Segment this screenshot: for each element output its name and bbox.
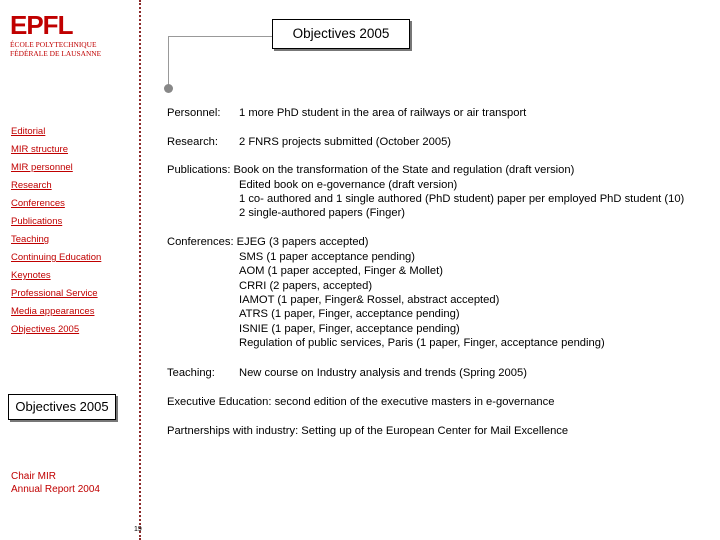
connector-dot	[164, 84, 173, 93]
publications-line-3: 1 co- authored and 1 single authored (PhD student) paper per employed PhD student (10)	[239, 193, 685, 205]
nav-link-research[interactable]: Research	[11, 180, 52, 191]
section-label-box: Objectives 2005	[8, 394, 116, 420]
teaching-row	[167, 366, 527, 381]
page-number: 19	[134, 526, 142, 533]
publications-label: Publications	[167, 164, 228, 176]
research-label: Research:	[167, 136, 218, 148]
title-connector-vertical	[168, 36, 169, 86]
conferences-line-3: AOM (1 paper accepted, Finger & Mollet)	[239, 265, 443, 277]
epfl-logo	[8, 10, 128, 58]
research-row	[167, 135, 451, 150]
partnerships-row	[167, 424, 568, 439]
footer-caption	[11, 470, 100, 496]
personnel-text: 1 more PhD student in the area of railways or air transport	[239, 107, 527, 119]
conferences-label: Conferences	[167, 236, 231, 248]
nav-link-editorial[interactable]: Editorial	[11, 126, 46, 137]
publications-line-2: Edited book on e-governance (draft version)	[239, 179, 458, 191]
conferences-line-8: Regulation of public services, Paris (1 paper, Finger, acceptance pending)	[239, 337, 605, 349]
personnel-row	[167, 106, 526, 121]
publications-line-1: : Book on the transformation of the State and regulation (draft version)	[227, 164, 575, 176]
vertical-dotted-divider	[139, 0, 141, 540]
footer-line-2: Annual Report 2004	[11, 484, 100, 495]
nav-link-mir-personnel[interactable]: MIR personnel	[11, 162, 73, 173]
page-title: Objectives 2005	[272, 19, 410, 49]
nav-link-objectives-2005[interactable]: Objectives 2005	[11, 324, 80, 335]
conferences-line-1: : EJEG (3 papers accepted)	[230, 236, 369, 248]
sidebar-nav	[11, 126, 136, 342]
teaching-label: Teaching:	[167, 367, 215, 379]
nav-link-continuing-education[interactable]: Continuing Education	[11, 252, 102, 263]
publications-row	[167, 163, 574, 178]
executive-text: : second edition of the executive masters in e-governance	[268, 396, 555, 408]
nav-link-publications[interactable]: Publications	[11, 216, 63, 227]
conferences-line-7: ISNIE (1 paper, Finger, acceptance pending)	[239, 323, 460, 335]
svg-text:FÉDÉRALE DE LAUSANNE: FÉDÉRALE DE LAUSANNE	[10, 49, 102, 58]
publications-line-4: 2 single-authored papers (Finger)	[239, 207, 406, 219]
nav-link-media-appearances[interactable]: Media appearances	[11, 306, 95, 317]
footer-line-1: Chair MIR	[11, 471, 57, 482]
nav-link-teaching[interactable]: Teaching	[11, 234, 50, 245]
nav-link-mir-structure[interactable]: MIR structure	[11, 144, 69, 155]
conferences-line-6: ATRS (1 paper, Finger, acceptance pending)	[239, 308, 460, 320]
research-text: 2 FNRS projects submitted (October 2005)	[239, 136, 452, 148]
conferences-line-2: SMS (1 paper acceptance pending)	[239, 251, 416, 263]
svg-text:EPFL: EPFL	[10, 10, 73, 40]
title-connector-line	[168, 36, 272, 37]
partnerships-text: : Setting up of the European Center for Mail Excellence	[295, 425, 569, 437]
teaching-text: New course on Industry analysis and trends (Spring 2005)	[239, 367, 527, 379]
nav-link-professional-service[interactable]: Professional Service	[11, 288, 98, 299]
personnel-label: Personnel:	[167, 107, 221, 119]
conferences-line-4: CRRI (2 papers, accepted)	[239, 280, 373, 292]
svg-text:ÉCOLE POLYTECHNIQUE: ÉCOLE POLYTECHNIQUE	[10, 40, 97, 49]
conferences-row	[167, 235, 368, 250]
nav-link-conferences[interactable]: Conferences	[11, 198, 65, 209]
partnerships-label: Partnerships with industry	[167, 425, 296, 437]
nav-link-keynotes[interactable]: Keynotes	[11, 270, 51, 281]
conferences-line-5: IAMOT (1 paper, Finger& Rossel, abstract accepted)	[239, 294, 500, 306]
executive-row	[167, 395, 554, 410]
executive-label: Executive Education	[167, 396, 269, 408]
